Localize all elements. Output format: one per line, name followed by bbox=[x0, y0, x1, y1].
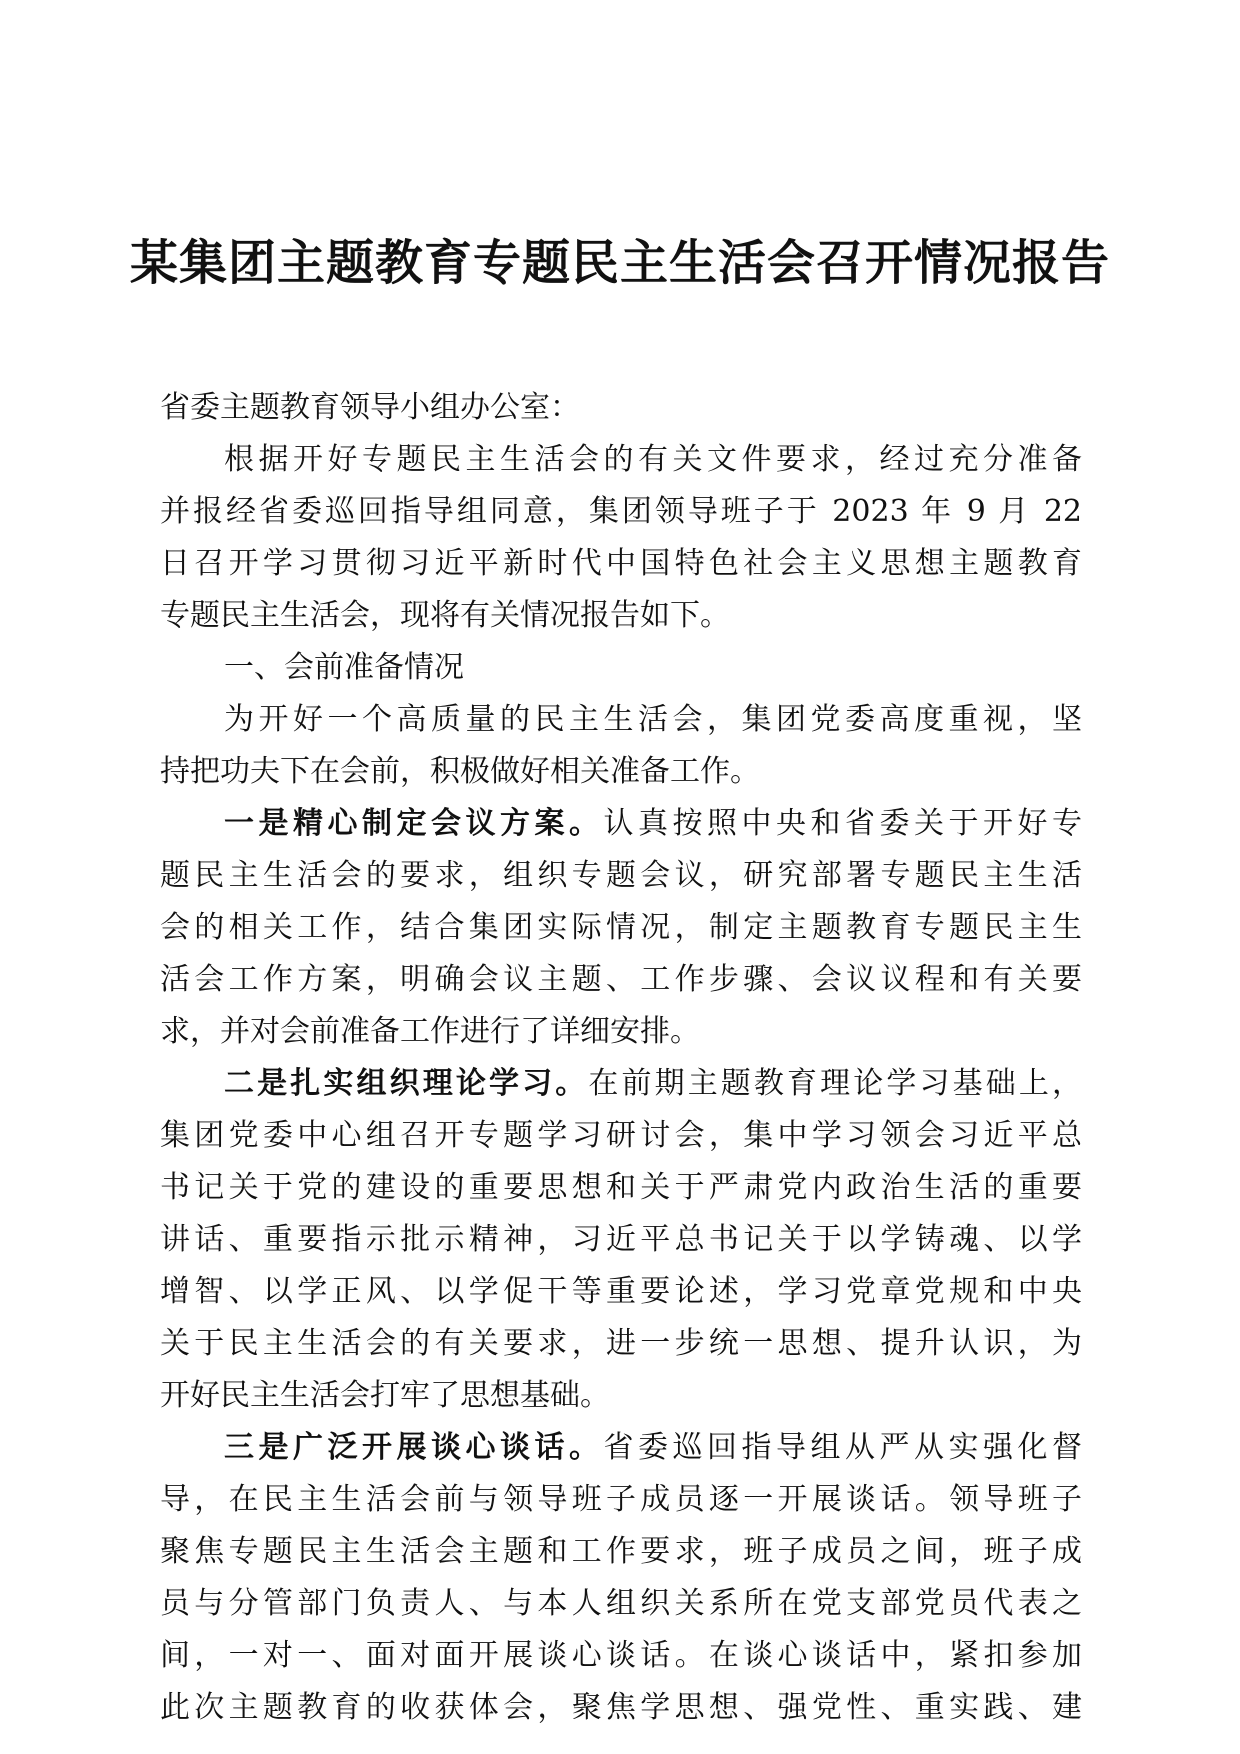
item-first-text: 省委巡回指导组从严从实强化督 bbox=[603, 1430, 1082, 1465]
intro-line: 专题民主生活会，现将有关情况报告如下。 bbox=[160, 598, 730, 633]
item-line: 关于民主生活会的有关要求，进一步统一思想、提升认识，为 bbox=[160, 1326, 1082, 1361]
section-intro-line: 为开好一个高质量的民主生活会，集团党委高度重视，坚 bbox=[224, 702, 1082, 737]
item-first-text: 在前期主题教育理论学习基础上， bbox=[588, 1066, 1083, 1101]
section-heading: 一、会前准备情况 bbox=[224, 650, 464, 685]
item-first-text: 认真按照中央和省委关于开好专 bbox=[603, 806, 1082, 841]
item-line: 导，在民主生活会前与领导班子成员逐一开展谈话。领导班子 bbox=[160, 1482, 1082, 1517]
item-line: 活会工作方案，明确会议主题、工作步骤、会议议程和有关要 bbox=[160, 962, 1082, 997]
item-first-line bbox=[160, 798, 1082, 850]
section-intro-line: 持把功夫下在会前，积极做好相关准备工作。 bbox=[160, 754, 760, 789]
item-line: 此次主题教育的收获体会，聚焦学思想、强党性、重实践、建 bbox=[160, 1690, 1082, 1725]
item-line: 增智、以学正风、以学促干等重要论述，学习党章党规和中央 bbox=[160, 1274, 1082, 1309]
item-lead: 三是广泛开展谈心谈话。 bbox=[224, 1430, 604, 1465]
intro-line: 日召开学习贯彻习近平新时代中国特色社会主义思想主题教育 bbox=[160, 546, 1082, 581]
item-lead: 二是扎实组织理论学习。 bbox=[224, 1066, 589, 1101]
item-line: 讲话、重要指示批示精神，习近平总书记关于以学铸魂、以学 bbox=[160, 1222, 1082, 1257]
document-body bbox=[160, 382, 1082, 1734]
item-first-line bbox=[160, 1422, 1082, 1474]
item-line: 开好民主生活会打牢了思想基础。 bbox=[160, 1378, 610, 1413]
item-line: 员与分管部门负责人、与本人组织关系所在党支部党员代表之 bbox=[160, 1586, 1082, 1621]
item-first-line bbox=[160, 1058, 1082, 1110]
intro-line: 并报经省委巡回指导组同意，集团领导班子于 2023 年 9 月 22 bbox=[160, 494, 1082, 529]
item-line: 间，一对一、面对面开展谈心谈话。在谈心谈话中，紧扣参加 bbox=[160, 1638, 1082, 1673]
item-line: 书记关于党的建设的重要思想和关于严肃党内政治生活的重要 bbox=[160, 1170, 1082, 1205]
salutation: 省委主题教育领导小组办公室： bbox=[160, 390, 580, 425]
item-line: 题民主生活会的要求，组织专题会议，研究部署专题民主生活 bbox=[160, 858, 1082, 893]
intro-line: 根据开好专题民主生活会的有关文件要求，经过充分准备 bbox=[224, 442, 1082, 477]
item-lead: 一是精心制定会议方案。 bbox=[224, 806, 604, 841]
item-line: 会的相关工作，结合集团实际情况，制定主题教育专题民主生 bbox=[160, 910, 1082, 945]
document-title: 某集团主题教育专题民主生活会召开情况报告 bbox=[129, 235, 1110, 291]
item-line: 聚焦专题民主生活会主题和工作要求，班子成员之间，班子成 bbox=[160, 1534, 1082, 1569]
item-line: 求，并对会前准备工作进行了详细安排。 bbox=[160, 1014, 700, 1049]
item-line: 集团党委中心组召开专题学习研讨会，集中学习领会习近平总 bbox=[160, 1118, 1082, 1153]
